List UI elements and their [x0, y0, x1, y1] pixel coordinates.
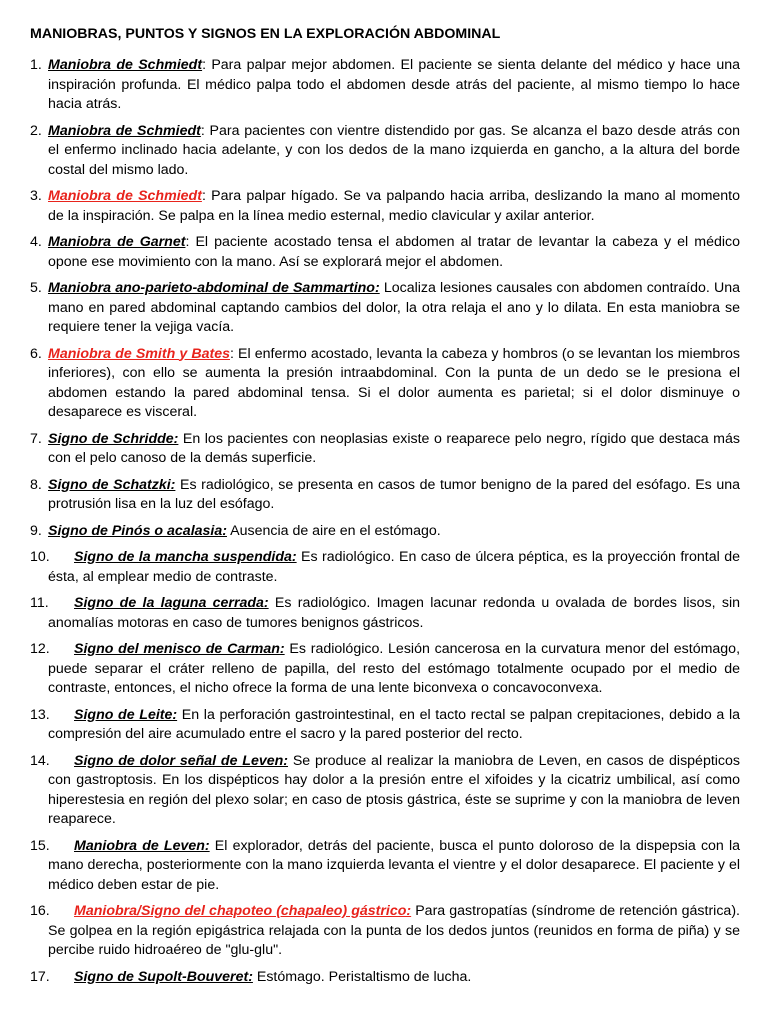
item-term: Signo de la laguna cerrada: — [74, 595, 269, 611]
item-description: Es radiológico. Lesión cancerosa en la curvatura menor del estómago, puede separar el cráter relleno de papilla, del resto del estómago totalmente ocupado por el medio de contraste, entonces, el nicho ofrece la forma de una lente biconvexa o concavoconvexa. — [48, 641, 741, 696]
item-description: Ausencia de aire en el estómago. — [226, 522, 441, 539]
item-term: Maniobra de Schmiedt — [48, 122, 201, 139]
item-description: Para palpar mejor abdomen. El paciente se sienta delante del médico y hace una inspiración profunda. El médico palpa todo el abdomen desde atrás del paciente, al mismo tiempo lo hace hacia atrás. — [48, 57, 741, 112]
list-item — [30, 837, 740, 896]
item-term: Maniobra de Leven: — [74, 837, 210, 854]
list-item — [30, 522, 740, 542]
document-title: MANIOBRAS, PUNTOS Y SIGNOS EN LA EXPLORACIÓN ABDOMINAL — [30, 26, 501, 42]
list-item — [30, 233, 740, 272]
item-term: Maniobra ano-parieto-abdominal de Sammartino: — [48, 280, 380, 296]
item-number: 11. — [30, 595, 49, 611]
list-item — [30, 752, 740, 830]
item-description: Para palpar hígado. Se va palpando hacia arriba, deslizando la mano al momento de la inspiración. Se palpa en la línea medio esternal, medio clavicular y axilar anterior. — [48, 188, 741, 224]
list-item — [30, 122, 740, 181]
item-number: 3. — [30, 188, 42, 204]
item-term: Maniobra de Garnet — [48, 234, 186, 250]
list-item — [30, 476, 740, 515]
item-description: Es radiológico. Imagen lacunar redonda u ovalada de bordes lisos, sin anomalías motoras en caso de tumores benignos gástricos. — [48, 595, 740, 631]
item-term: Signo de Leite: — [74, 706, 178, 723]
item-number: 15. — [30, 837, 50, 854]
item-description: Para gastropatías (síndrome de retención gástrica). Se golpea en la región epigástrica relajada con la punta de los dedos juntos (reunidos en forma de piña) y se percibe ruido hidroaéreo de "glu-glu". — [48, 903, 740, 958]
item-term: Signo de dolor señal de Leven: — [74, 752, 289, 769]
item-list — [30, 56, 740, 987]
list-item — [30, 548, 740, 587]
item-number: 7. — [30, 430, 42, 447]
item-description: Para pacientes con vientre distendido por gas. Se alcanza el bazo desde atrás con el enfermo inclinado hacia adelante, y con los dedos de la mano izquierda en gancho, a la altura del borde costal del mismo lado. — [48, 122, 741, 178]
item-number: 5. — [30, 280, 42, 296]
item-term: Maniobra/Signo del chapoteo (chapaleo) gástrico: — [74, 903, 412, 919]
item-number: 14. — [30, 752, 50, 769]
item-description: El paciente acostado tensa el abdomen al tratar de levantar la cabeza y el médico opone ese movimiento con la mano. Así se explorará mejor el abdomen. — [48, 234, 740, 270]
item-term: Maniobra de Schmiedt — [48, 188, 202, 204]
item-description: En la perforación gastrointestinal, en el tacto rectal se palpan crepitaciones, debido a la compresión del aire acumulado entre el sacro y la pared posterior del recto. — [48, 706, 740, 742]
item-number: 6. — [30, 345, 42, 362]
item-description: Estómago. Peristaltismo de lucha. — [252, 968, 472, 985]
item-number: 13. — [30, 706, 50, 723]
list-item — [30, 430, 740, 469]
item-number: 2. — [30, 122, 42, 139]
list-item — [30, 594, 740, 633]
item-term: Signo de la mancha suspendida: — [74, 549, 297, 565]
item-description: Localiza lesiones causales con abdomen contraído. Una mano en pared abdominal captando cambios del dolor, la otra relaja el ano y lo dilata. En esta maniobra se requiere tener la vejiga vacía. — [48, 280, 740, 335]
item-term: Signo del menisco de Carman: — [74, 641, 285, 657]
item-description: El explorador, detrás del paciente, busca el punto doloroso de la dispepsia con la mano derecha, posteriormente con la mano izquierda levanta el vientre y el dolor desaparece. El paciente y el médico deben estar de pie. — [48, 837, 741, 893]
item-description: Es radiológico, se presenta en casos de tumor benigno de la pared del esófago. Es una protrusión lisa en la luz del esófago. — [48, 476, 740, 512]
list-item — [30, 56, 740, 115]
item-separator: : — [200, 122, 205, 139]
item-term: Signo de Supolt-Bouveret: — [74, 968, 253, 985]
item-term: Signo de Schridde: — [48, 430, 179, 447]
list-item — [30, 640, 740, 699]
item-description: El enfermo acostado, levanta la cabeza y hombros (o se levantan los miembros inferiores), con ello se aumenta la presión intraabdominal. Con la punta de un dedo se le presiona el abdomen estando la pared abdominal tensa. Si el dolor aumenta es parietal; si el dolor disminuye o desaparece es visceral. — [48, 345, 741, 420]
item-separator: : — [185, 234, 190, 250]
item-number: 17. — [30, 968, 50, 985]
item-number: 9. — [30, 522, 42, 539]
item-separator: : — [230, 345, 234, 362]
item-term: Maniobra de Smith y Bates — [48, 345, 230, 362]
list-item — [30, 279, 740, 338]
item-separator: : — [202, 57, 207, 73]
list-item — [30, 902, 740, 961]
item-term: Signo de Schatzki: — [48, 476, 176, 493]
list-item — [30, 968, 740, 988]
item-term: Maniobra de Schmiedt — [48, 57, 203, 73]
item-term: Signo de Pinós o acalasia: — [48, 522, 227, 539]
item-number: 4. — [30, 234, 42, 250]
list-item — [30, 345, 740, 423]
item-description: Es radiológico. En caso de úlcera péptica, es la proyección frontal de ésta, al emplear medio de contraste. — [48, 549, 740, 585]
item-description: En los pacientes con neoplasias existe o reaparece pelo negro, rígido que destaca más con el pelo canoso de la demás superficie. — [48, 430, 740, 466]
item-number: 12. — [30, 641, 50, 657]
list-item — [30, 706, 740, 745]
item-number: 8. — [30, 476, 42, 493]
item-number: 1. — [30, 57, 42, 73]
item-number: 16. — [30, 903, 50, 919]
item-separator: : — [201, 188, 206, 204]
item-number: 10. — [30, 549, 50, 565]
item-description: Se produce al realizar la maniobra de Leven, en casos de dispépticos con gastroptosis. En los dispépticos hay dolor a la presión entre el xifoides y la cicatriz umbilical, así como hiperestesia en región del plexo solar; en caso de ptosis gástrica, éste se suprime y con la maniobra de leven reaparece. — [48, 752, 741, 827]
list-item — [30, 187, 740, 226]
